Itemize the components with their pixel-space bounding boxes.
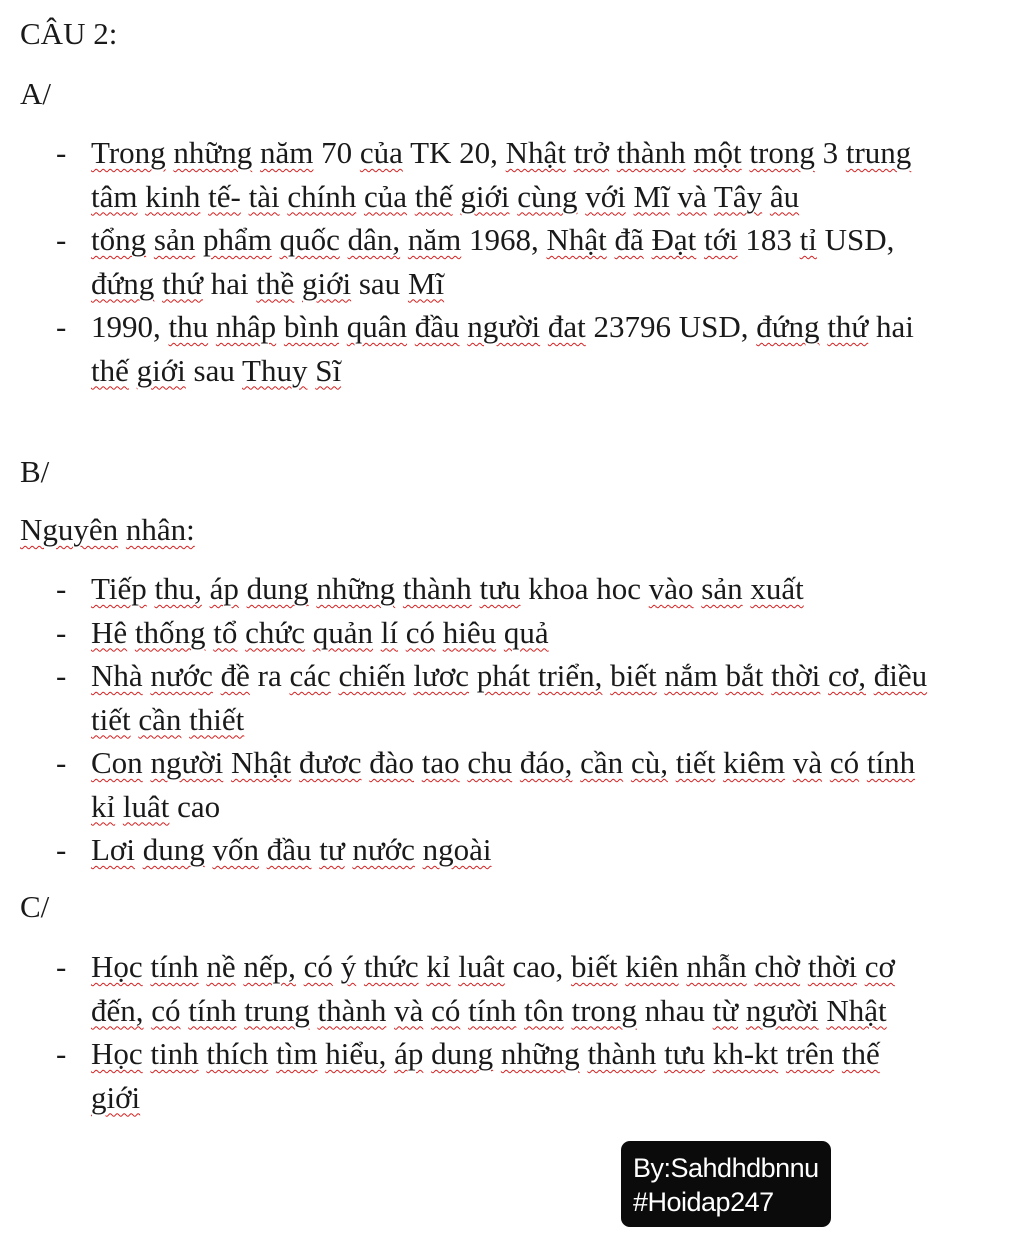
list-item (56, 567, 936, 611)
dash-bullet: - (56, 1036, 67, 1071)
author-watermark-badge (621, 1141, 831, 1227)
list-item (56, 611, 936, 655)
section-c-label: C/ (20, 889, 50, 924)
dash-bullet: - (56, 309, 67, 344)
list-item-text: Tiếp thu, áp dung những thành tưu khoa hoc vào sản xuất (91, 571, 804, 606)
list-item-text: Con người Nhật đươc đào tao chu đáo, cần cù, tiết kiêm và có tính kỉ luât cao (91, 745, 916, 824)
list-item-text: Lơi dung vốn đầu tư nước ngoài (91, 832, 492, 867)
list-item (56, 1032, 936, 1119)
list-item-text: Hê thống tổ chức quản lí có hiêu quả (91, 614, 549, 650)
dash-bullet: - (56, 832, 67, 867)
question-title: CÂU 2: (20, 16, 118, 51)
dash-bullet: - (56, 614, 67, 650)
section-a-list (56, 131, 936, 392)
dash-bullet: - (56, 745, 67, 780)
section-c-list (56, 945, 936, 1119)
section-b-label: B/ (20, 454, 50, 489)
list-item (56, 305, 936, 392)
list-item-text: tổng sản phẩm quốc dân, năm 1968, Nhật đã Đạt tới 183 tỉ USD, đứng thứ hai thề giới sau Mĩ (91, 222, 895, 301)
list-item (56, 218, 936, 305)
dash-bullet: - (56, 658, 67, 693)
list-item (56, 131, 936, 218)
list-item (56, 945, 936, 1032)
list-item (56, 654, 936, 741)
site-hashtag: #Hoidap247 (633, 1187, 774, 1217)
author-credit: By:Sahdhdbnnu (633, 1153, 819, 1183)
list-item-text: Học tinh thích tìm hiểu, áp dung những thành tưu kh-kt trên thế giới (91, 1036, 880, 1115)
section-b-subheading: Nguyên nhân: (20, 512, 195, 547)
dash-bullet: - (56, 135, 67, 170)
dash-bullet: - (56, 949, 67, 984)
list-item (56, 828, 936, 872)
section-b-list (56, 567, 936, 872)
dash-bullet: - (56, 222, 67, 257)
list-item-text: 1990, thu nhâp bình quân đầu người đat 23796 USD, đứng thứ hai thế giới sau Thuy Sĩ (91, 309, 914, 388)
list-item (56, 741, 936, 828)
list-item-text: Trong những năm 70 của TK 20, Nhật trở thành một trong 3 trung tâm kinh tế- tài chính của thế giới cùng với Mĩ và Tây âu (91, 135, 912, 214)
section-a-label: A/ (20, 76, 51, 111)
list-item-text: Học tính nề nếp, có ý thức kỉ luât cao, biết kiên nhẫn chờ thời cơ đến, có tính trung thành và có tính tôn trong nhau từ người Nhật (91, 949, 895, 1028)
list-item-text: Nhà nước đề ra các chiến lươc phát triển, biết nắm bắt thời cơ, điều tiết cần thiết (91, 658, 928, 737)
dash-bullet: - (56, 571, 67, 606)
